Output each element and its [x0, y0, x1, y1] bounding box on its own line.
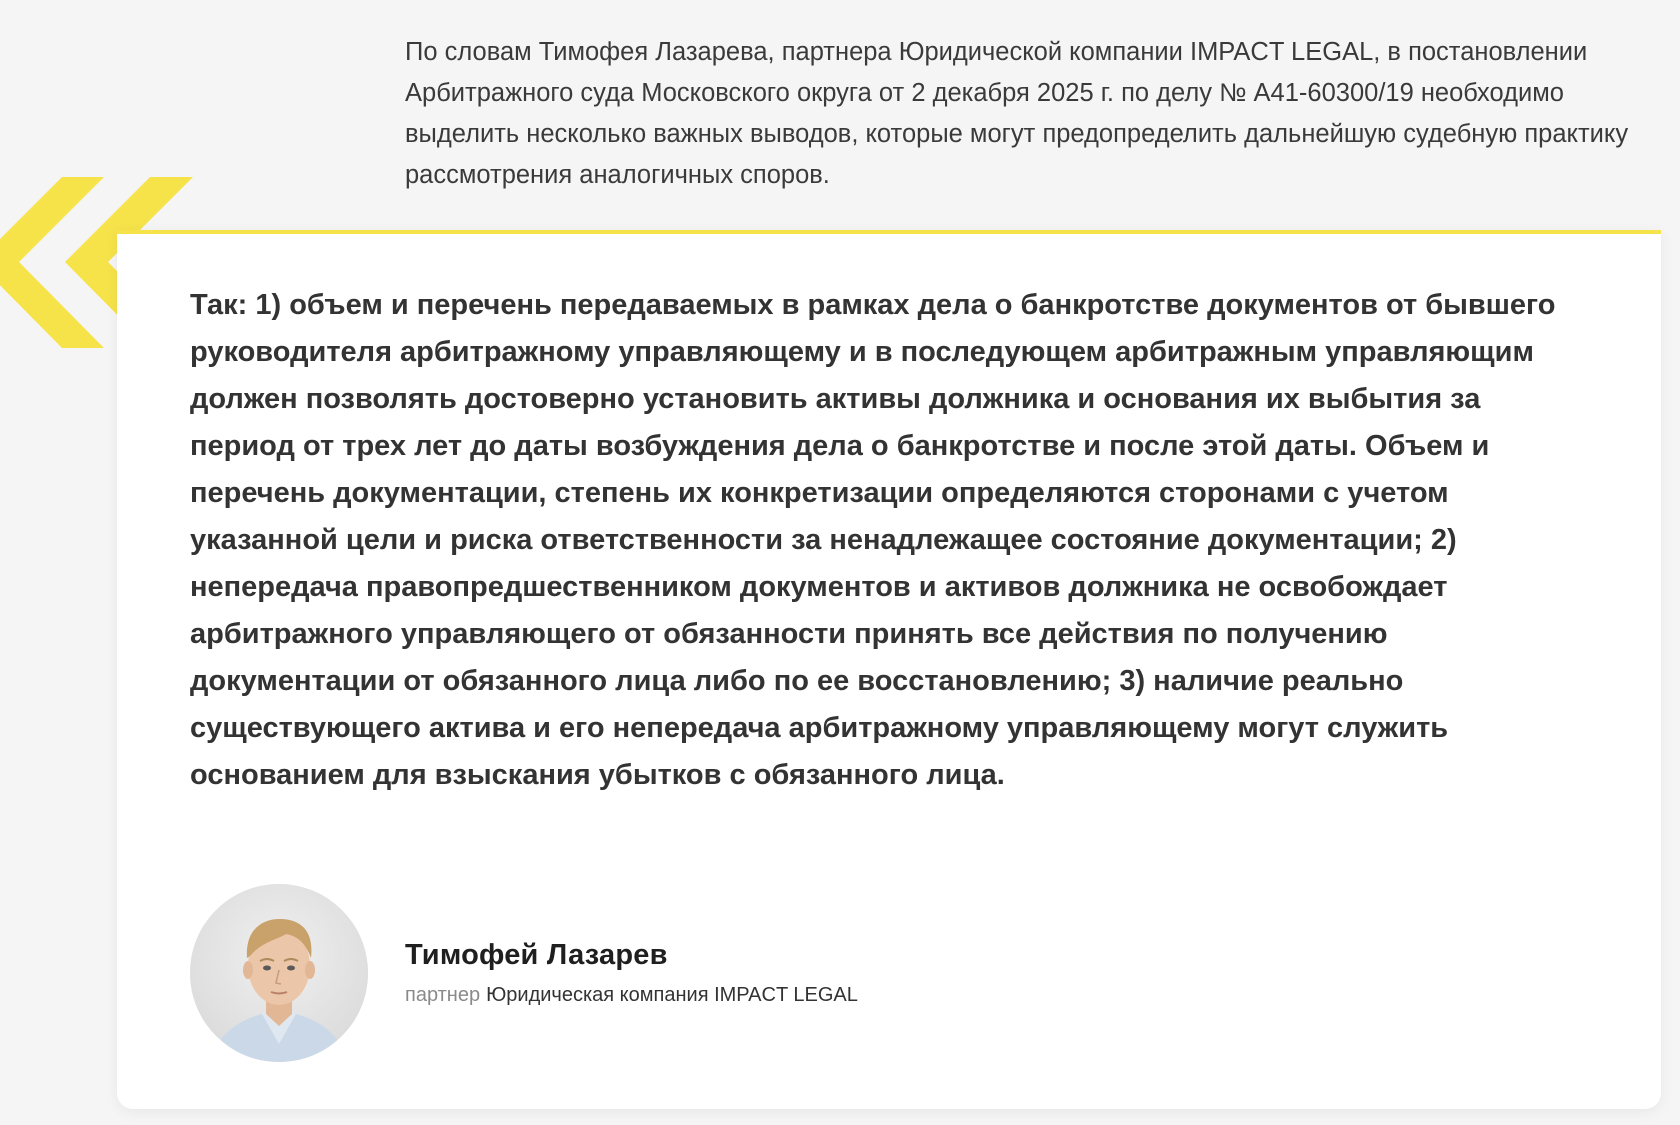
author-company: Юридическая компания IMPACT LEGAL [486, 984, 858, 1006]
person-photo [190, 884, 368, 1062]
author-meta [405, 984, 858, 1007]
quote-card [117, 230, 1661, 1109]
author-name: Тимофей Лазарев [405, 939, 668, 971]
author-info [405, 939, 858, 1007]
quote-text: Так: 1) объем и перечень передаваемых в рамках дела о банкротстве документов от бывшего руководителя арбитражному управляющему и в последующем арбитражным управляющим должен позволять достоверно установить активы должника и основания их выбытия за период от трех лет до даты возбуждения дела о банкротстве и после этой даты. Объем и перечень документации, степень их конкретизации определяются сторонами с учетом указанной цели и риска ответственности за ненадлежащее состояние документации; 2) непередача правопредшественником документов и активов должника не освобождает арбитражного управляющего от обязанности принять все действия по получению документации от обязанного лица либо по ее восстановлению; 3) наличие реально существующего актива и его непередача арбитражному управляющему могут служить основанием для взыскания убытков с обязанного лица. [190, 289, 1556, 791]
author-role: партнер [405, 984, 481, 1006]
avatar [190, 884, 368, 1062]
author-block [190, 884, 858, 1062]
intro-paragraph: По словам Тимофея Лазарева, партнера Юридической компании IMPACT LEGAL, в постановлении Арбитражного суда Московского округа от 2 декабря 2025 г. по делу № А41-60300/19 необходимо выделить несколько важных выводов, которые могут предопределить дальнейшую судебную практику рассмотрения аналогичных споров. [405, 38, 1629, 189]
